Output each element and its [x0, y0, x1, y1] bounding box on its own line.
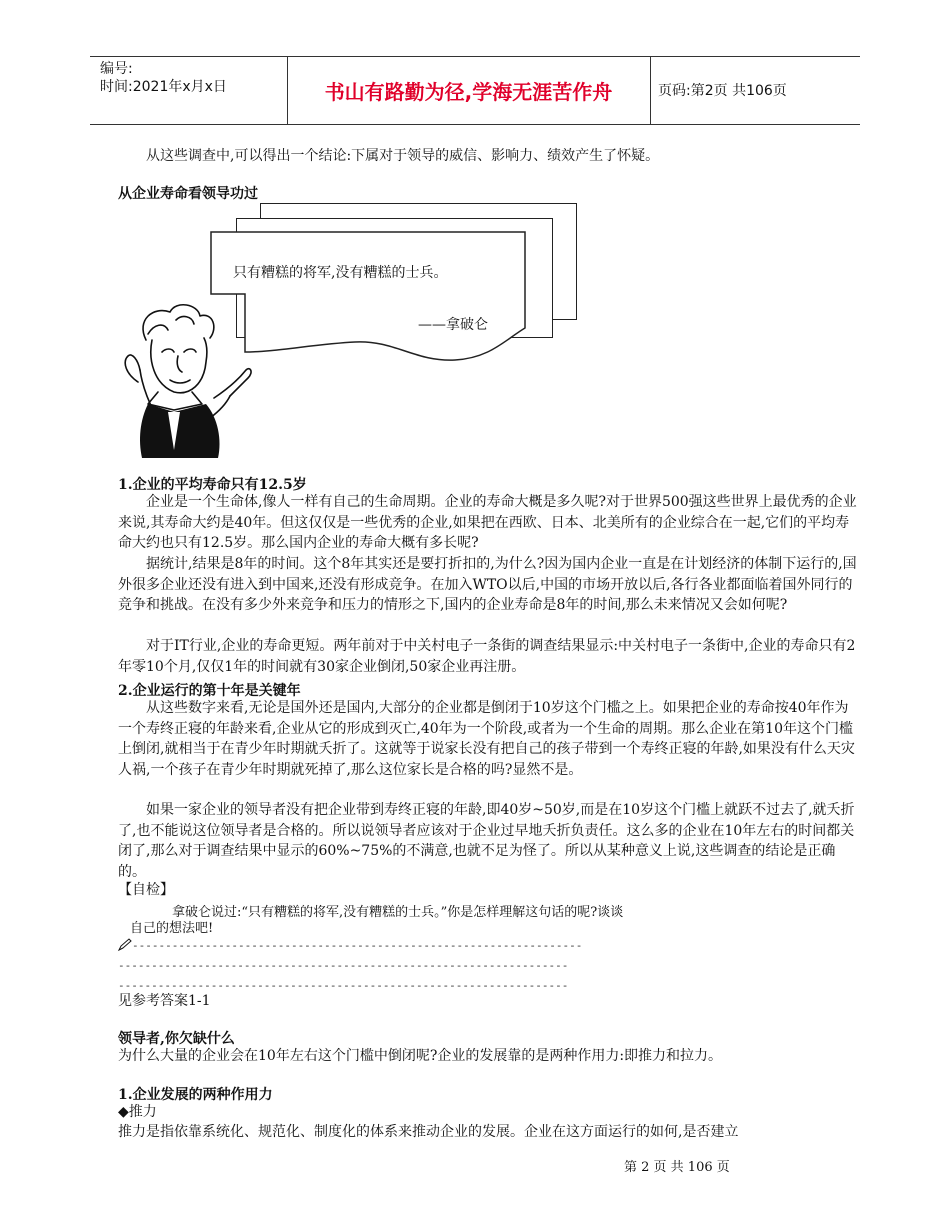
pencil-icon: [117, 938, 133, 952]
paragraph: 推力是指依靠系统化、规范化、制度化的体系来推动企业的发展。企业在这方面运行的如何,是否建立: [118, 1124, 739, 1140]
selfcheck-question-cont: 自己的想法吧!: [130, 921, 214, 936]
answer-line[interactable]: --------------------------------------------------------------------: [118, 979, 569, 992]
footer-page-number: 第 2 页 共 106 页: [624, 1160, 730, 1175]
subheading-two-forces: 1.企业发展的两种作用力: [118, 1087, 273, 1103]
header-bottom-rule: [90, 124, 860, 125]
answer-line[interactable]: --------------------------------------------------------------------: [118, 959, 569, 972]
subheading-average-lifespan: 1.企业的平均寿命只有12.5岁: [118, 477, 307, 493]
paragraph: 企业是一个生命体,像人一样有自己的生命周期。企业的寿命大概是多久呢?对于世界500强这些世界上最优秀的企业来说,其寿命大约是40年。但这仅仅是一些优秀的企业,如果把在西欧、日本、北美所有的企业综合在一起,它们的平均寿命大约也只有12.5岁。那么国内企业的寿命大概有多长呢?: [118, 494, 857, 551]
subheading-tenth-year: 2.企业运行的第十年是关键年: [118, 683, 301, 699]
quote-author: ——拿破仑: [418, 317, 488, 333]
quote-text: 只有糟糕的将军,没有糟糕的士兵。: [233, 265, 448, 281]
answer-line[interactable]: --------------------------------------------------------------------: [132, 939, 583, 952]
header-page-number: 页码:第2页 共106页: [658, 83, 787, 99]
intro-paragraph: 从这些调查中,可以得出一个结论:下属对于领导的威信、影响力、绩效产生了怀疑。: [146, 148, 660, 164]
paragraph: 对于IT行业,企业的寿命更短。两年前对于中关村电子一条街的调查结果显示:中关村电子一条街中,企业的寿命只有2年零10个月,仅仅1年的时间就有30家企业倒闭,50家企业再注册。: [118, 638, 856, 675]
header-divider: [650, 56, 651, 124]
napoleon-cartoon-icon: [118, 300, 258, 460]
header-motto: 书山有路勤为径,学海无涯苦作舟: [324, 79, 613, 104]
header-time: 时间:2021年x月x日: [100, 79, 227, 95]
paragraph: 为什么大量的企业会在10年左右这个门槛中倒闭呢?企业的发展靠的是两种作用力:即推力和拉力。: [118, 1048, 723, 1064]
bullet-push-force: ◆推力: [118, 1104, 157, 1120]
selfcheck-label: 【自检】: [118, 882, 174, 898]
selfcheck-answer-reference: 见参考答案1-1: [118, 993, 211, 1009]
section-heading-lifespan: 从企业寿命看领导功过: [118, 186, 258, 202]
paragraph: 据统计,结果是8年的时间。这个8年其实还是要打折扣的,为什么?因为国内企业一直是在计划经济的体制下运行的,国外很多企业还没有进入到中国来,还没有形成竞争。在加入WTO以后,中国的市场开放以后,各行各业都面临着国外同行的竞争和挑战。在没有多少外来竞争和压力的情形之下,国内的企业寿命是8年的时间,那么未来情况又会如何呢?: [118, 556, 857, 613]
paragraph: 如果一家企业的领导者没有把企业带到寿终正寝的年龄,即40岁~50岁,而是在10岁这个门槛上就跃不过去了,就夭折了,也不能说这位领导者是合格的。所以说领导者应该对于企业过早地夭折负责任。这么多的企业在10年左右的时间都关闭了,那么对于调查结果中显示的60%~75%的不满意,也就不足为怪了。所以从某种意义上说,这些调查的结论是正确的。: [118, 802, 855, 880]
header-meta: [100, 60, 227, 96]
paragraph: 从这些数字来看,无论是国外还是国内,大部分的企业都是倒闭于10岁这个门槛之上。如果把企业的寿命按40年作为一个寿终正寝的年龄来看,企业从它的形成到灭亡,40年为一个阶段,或者为一个生命的周期。那么企业在第10年这个门槛上倒闭,就相当于在青少年时期就夭折了。这就等于说家长没有把自己的孩子带到一个寿终正寝的年龄,如果没有什么天灾人祸,一个孩子在青少年时期就死掉了,那么这位家长是合格的吗?显然不是。: [118, 700, 855, 778]
header-number: 编号:: [100, 61, 133, 77]
selfcheck-question: 拿破仑说过:“只有糟糕的将军,没有糟糕的士兵。”你是怎样理解这句话的呢?谈谈: [172, 905, 624, 920]
section-heading-leader: 领导者,你欠缺什么: [118, 1031, 235, 1047]
